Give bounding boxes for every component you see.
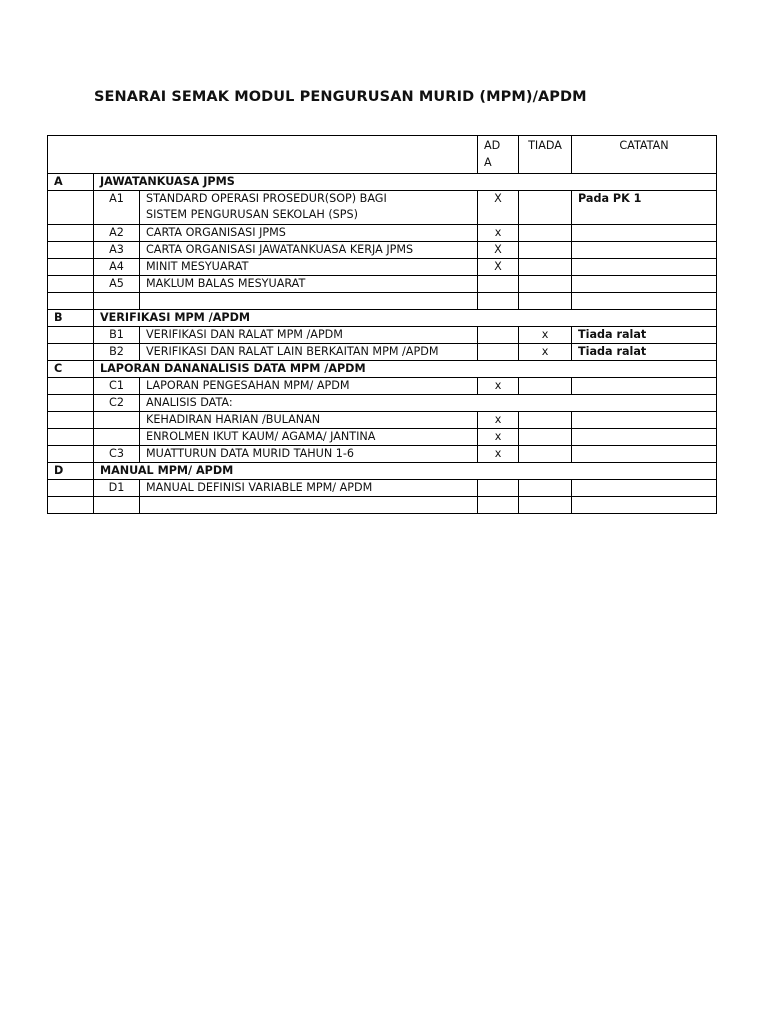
section-row: [48, 361, 717, 378]
item-code: B1: [94, 327, 140, 344]
header-blank-cell: [48, 136, 478, 174]
item-row: [48, 225, 717, 242]
item-blank-cell: [48, 259, 94, 276]
item-description: CARTA ORGANISASI JAWATANKUASA KERJA JPMS: [140, 242, 478, 259]
section-name: MANUAL MPM/ APDM: [94, 463, 717, 480]
item-description: [140, 293, 478, 310]
ada-mark: [478, 344, 519, 361]
item-row: [48, 191, 717, 225]
item-row: [48, 276, 717, 293]
ada-mark: [478, 480, 519, 497]
ada-mark: x: [478, 429, 519, 446]
tiada-mark: [519, 225, 572, 242]
item-blank-cell: [48, 344, 94, 361]
section-row: [48, 463, 717, 480]
item-code: A2: [94, 225, 140, 242]
item-row: [48, 446, 717, 463]
item-blank-cell: [48, 242, 94, 259]
item-row: [48, 480, 717, 497]
item-code: A5: [94, 276, 140, 293]
catatan-note: Pada PK 1: [572, 191, 717, 225]
section-row: [48, 174, 717, 191]
item-code: [94, 293, 140, 310]
catatan-note: [572, 378, 717, 395]
ada-mark: [478, 497, 519, 514]
catatan-note: [572, 242, 717, 259]
catatan-note: [572, 225, 717, 242]
item-code: A3: [94, 242, 140, 259]
item-row: [48, 378, 717, 395]
ada-mark: x: [478, 225, 519, 242]
catatan-note: Tiada ralat: [572, 344, 717, 361]
ada-mark: X: [478, 259, 519, 276]
item-row: [48, 259, 717, 276]
tiada-mark: [519, 276, 572, 293]
tiada-mark: [519, 429, 572, 446]
item-row: [48, 293, 717, 310]
header-catatan: CATATAN: [572, 136, 717, 174]
item-blank-cell: [48, 429, 94, 446]
catatan-note: [572, 497, 717, 514]
item-row: [48, 429, 717, 446]
item-description: MINIT MESYUARAT: [140, 259, 478, 276]
item-row: [48, 327, 717, 344]
item-row: [48, 242, 717, 259]
item-description: CARTA ORGANISASI JPMS: [140, 225, 478, 242]
tiada-mark: x: [519, 327, 572, 344]
item-code: C1: [94, 378, 140, 395]
item-blank-cell: [48, 293, 94, 310]
item-blank-cell: [48, 191, 94, 225]
item-description: LAPORAN PENGESAHAN MPM/ APDM: [140, 378, 478, 395]
tiada-mark: x: [519, 344, 572, 361]
ada-mark: x: [478, 412, 519, 429]
item-blank-cell: [48, 327, 94, 344]
item-code: D1: [94, 480, 140, 497]
ada-mark: [478, 327, 519, 344]
catatan-note: Tiada ralat: [572, 327, 717, 344]
item-blank-cell: [48, 497, 94, 514]
catatan-note: [572, 293, 717, 310]
item-code: B2: [94, 344, 140, 361]
item-code: C3: [94, 446, 140, 463]
catatan-note: [572, 480, 717, 497]
item-description: ENROLMEN IKUT KAUM/ AGAMA/ JANTINA: [140, 429, 478, 446]
checklist-body: [48, 136, 717, 514]
ada-mark: X: [478, 191, 519, 225]
header-tiada: TIADA: [519, 136, 572, 174]
item-blank-cell: [48, 395, 94, 412]
item-code: C2: [94, 395, 140, 412]
item-blank-cell: [48, 276, 94, 293]
ada-mark: X: [478, 242, 519, 259]
item-code: [94, 429, 140, 446]
section-letter: D: [48, 463, 94, 480]
item-row: [48, 497, 717, 514]
item-description: VERIFIKASI DAN RALAT LAIN BERKAITAN MPM /APDM: [140, 344, 478, 361]
item-description: MUATTURUN DATA MURID TAHUN 1-6: [140, 446, 478, 463]
section-name: LAPORAN DANANALISIS DATA MPM /APDM: [94, 361, 717, 378]
tiada-mark: [519, 293, 572, 310]
item-description-line2: SISTEM PENGURUSAN SEKOLAH (SPS): [146, 208, 358, 221]
item-code: [94, 497, 140, 514]
section-letter: C: [48, 361, 94, 378]
ada-mark: x: [478, 446, 519, 463]
item-row: [48, 344, 717, 361]
item-description: [140, 191, 478, 225]
item-blank-cell: [48, 378, 94, 395]
checklist-table: [47, 135, 717, 514]
tiada-mark: [519, 480, 572, 497]
item-blank-cell: [48, 480, 94, 497]
item-blank-cell: [48, 225, 94, 242]
header-ada: [478, 136, 519, 174]
catatan-note: [572, 259, 717, 276]
item-description-line1: STANDARD OPERASI PROSEDUR(SOP) BAGI: [146, 192, 387, 205]
tiada-mark: [519, 242, 572, 259]
page-title: SENARAI SEMAK MODUL PENGURUSAN MURID (MPM)/APDM: [94, 89, 587, 105]
item-blank-cell: [48, 412, 94, 429]
tiada-mark: [519, 412, 572, 429]
header-ada-line1: AD: [484, 139, 501, 152]
tiada-mark: [519, 259, 572, 276]
item-description: [140, 497, 478, 514]
ada-mark: x: [478, 378, 519, 395]
header-ada-line2: A: [484, 156, 492, 169]
section-letter: B: [48, 310, 94, 327]
ada-mark: [478, 293, 519, 310]
section-name: VERIFIKASI MPM /APDM: [94, 310, 717, 327]
catatan-note: [572, 446, 717, 463]
tiada-mark: [519, 497, 572, 514]
section-row: [48, 310, 717, 327]
item-description: ANALISIS DATA:: [140, 395, 717, 412]
catatan-note: [572, 276, 717, 293]
tiada-mark: [519, 191, 572, 225]
item-blank-cell: [48, 446, 94, 463]
section-name: JAWATANKUASA JPMS: [94, 174, 717, 191]
tiada-mark: [519, 446, 572, 463]
header-row: [48, 136, 717, 174]
item-description: MAKLUM BALAS MESYUARAT: [140, 276, 478, 293]
tiada-mark: [519, 378, 572, 395]
section-letter: A: [48, 174, 94, 191]
item-row: [48, 412, 717, 429]
ada-mark: [478, 276, 519, 293]
catatan-note: [572, 412, 717, 429]
item-code: A4: [94, 259, 140, 276]
catatan-note: [572, 429, 717, 446]
item-code: [94, 412, 140, 429]
item-row: [48, 395, 717, 412]
item-description: MANUAL DEFINISI VARIABLE MPM/ APDM: [140, 480, 478, 497]
item-description: VERIFIKASI DAN RALAT MPM /APDM: [140, 327, 478, 344]
item-description: KEHADIRAN HARIAN /BULANAN: [140, 412, 478, 429]
item-code: A1: [94, 191, 140, 225]
